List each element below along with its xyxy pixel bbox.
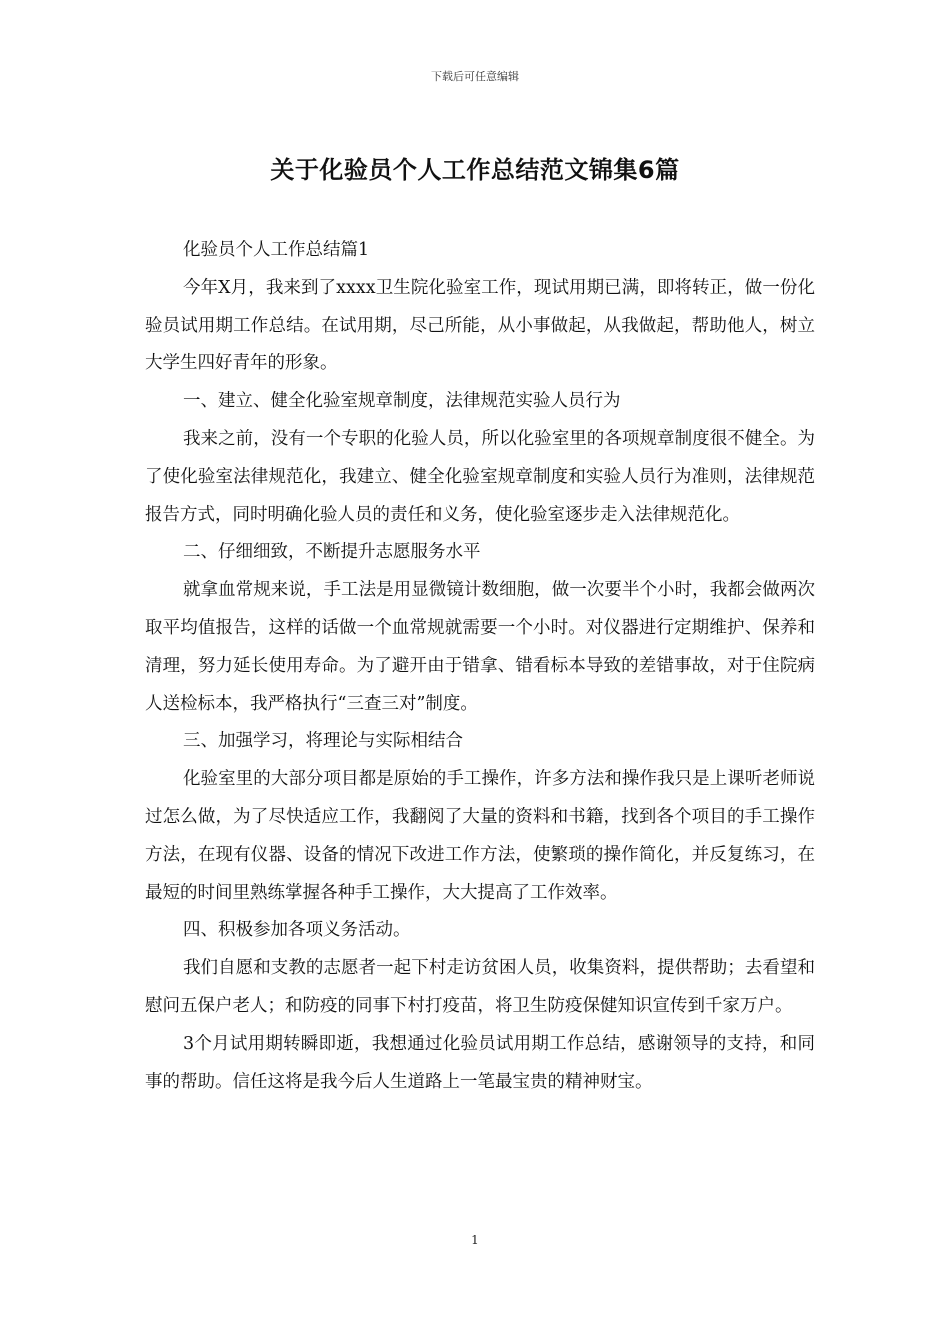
body-paragraph: 3个月试用期转瞬即逝，我想通过化验员试用期工作总结，感谢领导的支持，和同事的帮助。信任这将是我今后人生道路上一笔最宝贵的精神财宝。: [145, 1033, 815, 1092]
section-heading: 三、加强学习，将理论与实际相结合: [183, 731, 463, 752]
body-paragraph: 今年X月，我来到了xxxx卫生院化验室工作，现试用期已满，即将转正，做一份化验员试用期工作总结。在试用期，尽己所能，从小事做起，从我做起，帮助他人，树立大学生四好青年的形象。: [145, 277, 815, 374]
document-body: [145, 232, 815, 1101]
body-paragraph: 就拿血常规来说，手工法是用显微镜计数细胞，做一次要半个小时，我都会做两次取平均值报告，这样的话做一个血常规就需要一个小时。对仪器进行定期维护、保养和清理，努力延长使用寿命。为了避开由于错拿、错看标本导致的差错事故，对于住院病人送检标本，我严格执行“三查三对”制度。: [145, 580, 815, 714]
section-heading: 化验员个人工作总结篇1: [183, 240, 370, 260]
download-note: 下载后可任意编辑: [431, 70, 519, 83]
body-paragraph: 我来之前，没有一个专职的化验人员，所以化验室里的各项规章制度很不健全。为了使化验室法律规范化，我建立、健全化验室规章制度和实验人员行为准则，法律规范报告方式，同时明确化验人员的责任和义务，使化验室逐步走入法律规范化。: [145, 428, 815, 525]
body-paragraph: 化验室里的大部分项目都是原始的手工操作，许多方法和操作我只是上课听老师说过怎么做，为了尽快适应工作，我翻阅了大量的资料和书籍，找到各个项目的手工操作方法，在现有仪器、设备的情况下改进工作方法，使繁琐的操作简化，并反复练习，在最短的时间里熟练掌握各种手工操作，大大提高了工作效率。: [145, 769, 815, 903]
section-heading: 二、仔细细致，不断提升志愿服务水平: [183, 542, 481, 563]
page-number: 1: [471, 1233, 479, 1247]
document-title: 关于化验员个人工作总结范文锦集6篇: [270, 156, 680, 184]
section-heading: 四、积极参加各项义务活动。: [183, 920, 411, 941]
body-paragraph: 我们自愿和支教的志愿者一起下村走访贫困人员，收集资料，提供帮助；去看望和慰问五保户老人；和防疫的同事下村打疫苗，将卫生防疫保健知识宣传到千家万户。: [145, 958, 815, 1016]
section-heading: 一、建立、健全化验室规章制度，法律规范实验人员行为: [183, 391, 621, 412]
